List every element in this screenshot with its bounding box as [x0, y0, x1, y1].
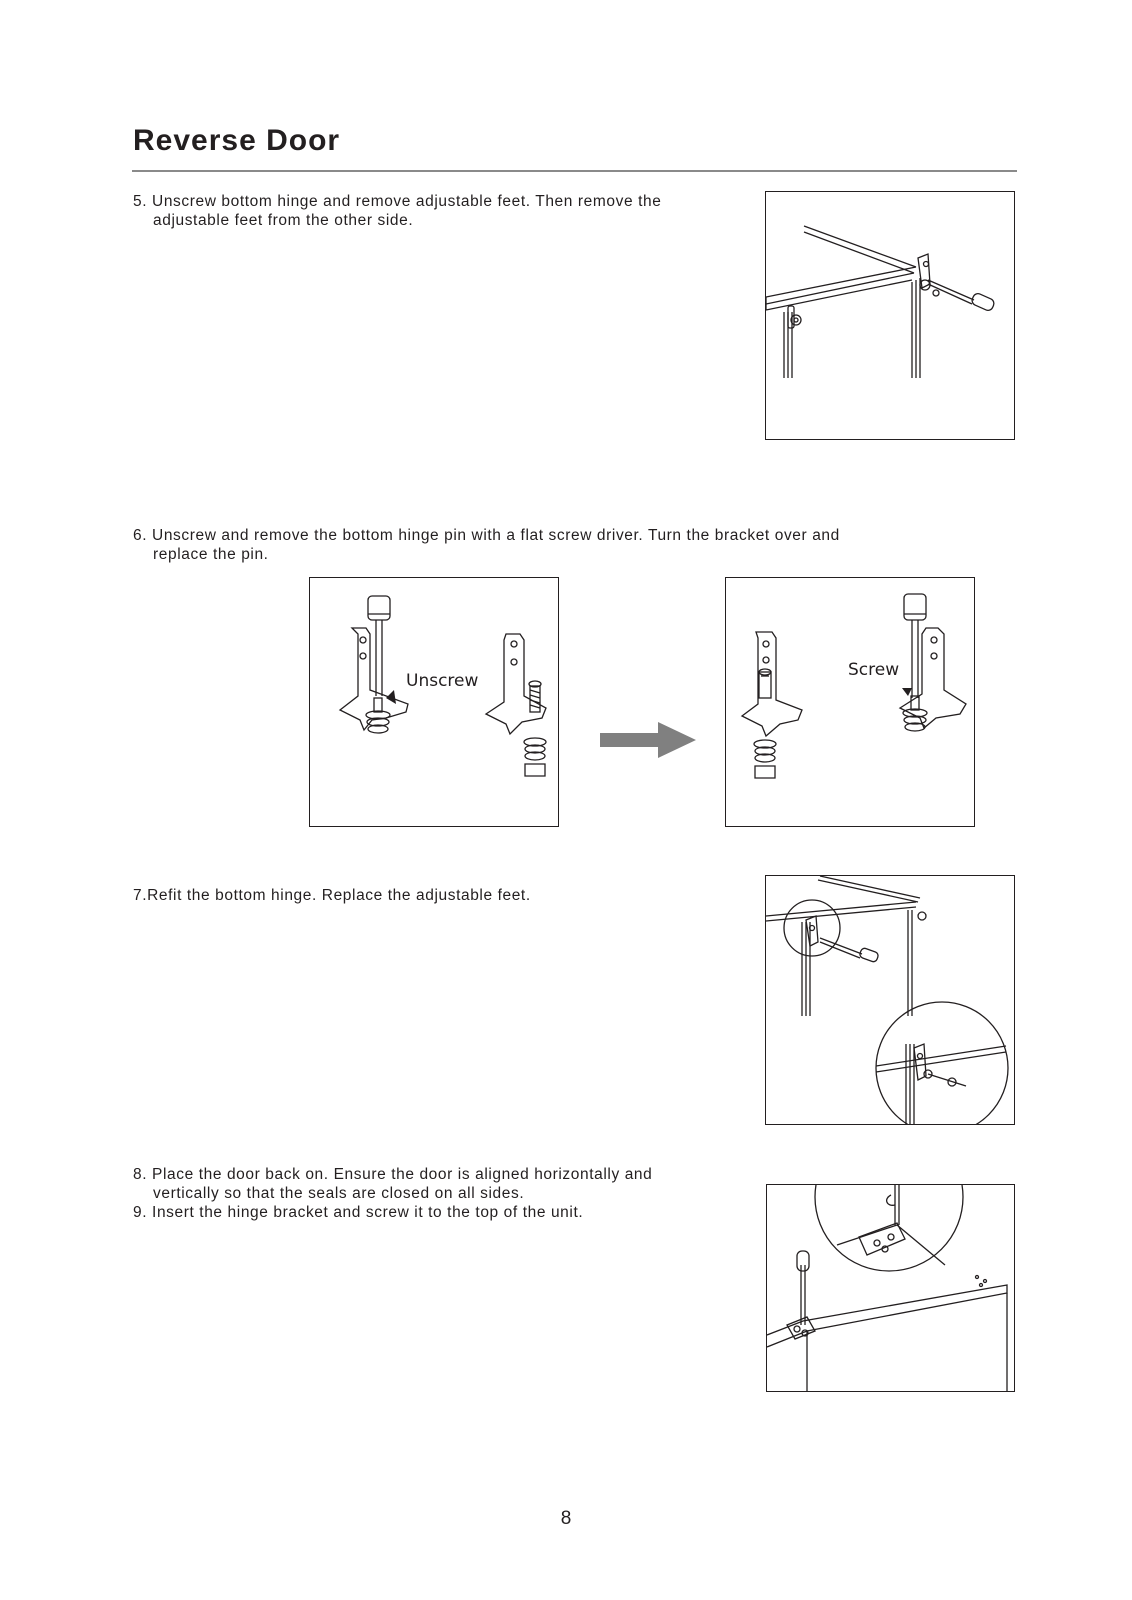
- page-title: Reverse Door: [133, 124, 341, 157]
- step-6-line-1: 6. Unscrew and remove the bottom hinge pin with a flat screw driver. Turn the bracket over and: [133, 527, 840, 544]
- step-7-text: [133, 886, 531, 905]
- page-number: 8: [560, 1508, 572, 1529]
- step-6-unscrew-illustration: [309, 577, 559, 827]
- arrow-right-icon: [600, 722, 696, 758]
- step-5-line-2: adjustable feet from the other side.: [153, 212, 414, 229]
- step-6-text: [133, 526, 840, 564]
- step-8-9-illustration: [766, 1184, 1015, 1392]
- hinge-pin-unscrew-drawing: [310, 578, 558, 826]
- step-5-illustration: [765, 191, 1015, 440]
- step-6-line-2: replace the pin.: [153, 546, 269, 563]
- step-8-line-2: vertically so that the seals are closed on all sides.: [153, 1185, 525, 1202]
- title-divider: [132, 170, 1017, 172]
- fridge-base-hinge-drawing: [766, 192, 1014, 439]
- top-hinge-drawing: [767, 1185, 1014, 1391]
- refit-hinge-drawing: [766, 876, 1014, 1124]
- step-8-line-1: 8. Place the door back on. Ensure the door is aligned horizontally and: [133, 1166, 653, 1183]
- step-6-screw-illustration: [725, 577, 975, 827]
- step-5-text: [133, 192, 661, 230]
- step-5-line-1: 5. Unscrew bottom hinge and remove adjustable feet. Then remove the: [133, 193, 662, 210]
- hinge-pin-screw-drawing: [726, 578, 974, 826]
- step-9-line-1: 9. Insert the hinge bracket and screw it to the top of the unit.: [133, 1204, 584, 1221]
- unscrew-label: Unscrew: [406, 671, 479, 691]
- step-7-line-1: 7.Refit the bottom hinge. Replace the adjustable feet.: [133, 887, 531, 904]
- step-8-9-text: [133, 1165, 652, 1222]
- step-7-illustration: [765, 875, 1015, 1125]
- screw-label: Screw: [848, 660, 900, 680]
